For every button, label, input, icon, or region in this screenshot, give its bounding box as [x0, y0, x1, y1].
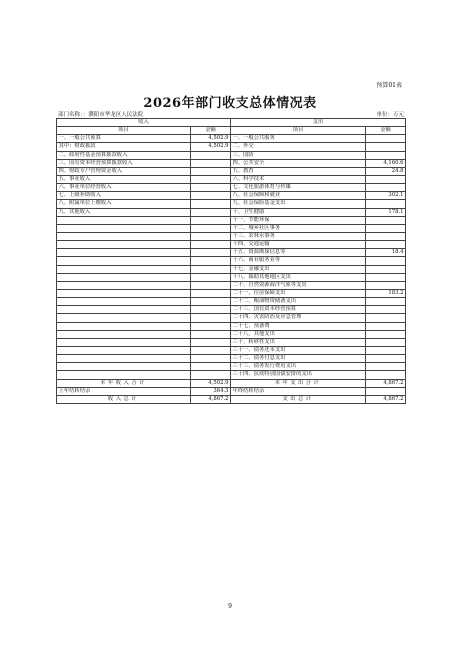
- expense-amount: [366, 224, 406, 232]
- income-item: [57, 314, 191, 322]
- expense-item: 三十、转移性支出: [231, 338, 366, 346]
- table-row: [57, 346, 406, 354]
- income-item: [57, 306, 191, 314]
- expense-item: 八、社会保障和就业: [231, 192, 366, 200]
- income-item: [57, 363, 191, 371]
- income-amount: [191, 175, 231, 183]
- income-amount: [191, 241, 231, 249]
- expense-item: 十六、商业服务业等: [231, 257, 366, 265]
- department-name: 部门名称：：濮阳市华龙区人民法院: [58, 112, 144, 118]
- income-amount: [191, 265, 231, 273]
- income-amount: [191, 184, 231, 192]
- table-row: [57, 289, 406, 297]
- expense-item: 十七、金融支出: [231, 265, 366, 273]
- income-item: [57, 249, 191, 257]
- table-row: [57, 159, 406, 167]
- income-amount: [191, 208, 231, 216]
- income-item: [57, 355, 191, 363]
- expense-amount: [366, 314, 406, 322]
- expense-amount: [366, 346, 406, 354]
- expense-amount: 302.1: [366, 192, 406, 200]
- expense-item: 十五、资源勘探信息等: [231, 249, 366, 257]
- expense-item: 十八、援助其他地区支出: [231, 273, 366, 281]
- income-total-label: 收入总计: [57, 395, 191, 403]
- expense-amount: 4,160.6: [366, 159, 406, 167]
- page-number: 9: [228, 603, 232, 610]
- table-meta: [58, 110, 404, 118]
- table-row: [57, 257, 406, 265]
- carry-in-amount: 364.3: [191, 387, 231, 395]
- table-row: [57, 175, 406, 183]
- income-item: 三、国有资本经营预算拨款收入: [57, 159, 191, 167]
- expense-item: 九、社会保险基金支出: [231, 200, 366, 208]
- expense-item: 十四、交通运输: [231, 241, 366, 249]
- income-amount: [191, 273, 231, 281]
- expense-amount: [366, 143, 406, 151]
- income-amount: [191, 281, 231, 289]
- expense-item-header: 项目: [231, 127, 366, 135]
- table-row: [57, 184, 406, 192]
- income-item-header: 项目: [57, 127, 191, 135]
- expense-amount: [366, 273, 406, 281]
- expense-item: 三十四、抗疫特别国债安排的支出: [231, 371, 366, 379]
- income-amount: [191, 330, 231, 338]
- carry-out-amount: [366, 387, 406, 395]
- income-amount: [191, 192, 231, 200]
- income-amount: [191, 257, 231, 265]
- expense-amount: 24.8: [366, 167, 406, 175]
- table-subheader-row: [57, 127, 406, 135]
- income-amount: [191, 346, 231, 354]
- table-row: [57, 314, 406, 322]
- expense-item: 二十三、国有资本经营预算: [231, 306, 366, 314]
- income-item: 五、事业收入: [57, 175, 191, 183]
- income-amount: [191, 216, 231, 224]
- table-row: [57, 355, 406, 363]
- expense-item: 一、一般公共服务: [231, 135, 366, 143]
- expense-item: 十二、城乡社区事务: [231, 224, 366, 232]
- expense-item: 三十二、债务付息支出: [231, 355, 366, 363]
- table-row: [57, 216, 406, 224]
- budget-table: [56, 118, 406, 404]
- income-item: [57, 281, 191, 289]
- expense-amount: [366, 338, 406, 346]
- income-item: [57, 338, 191, 346]
- income-amount: [191, 232, 231, 240]
- table-row: [57, 322, 406, 330]
- carry-over-row: [57, 387, 406, 395]
- income-amount: [191, 363, 231, 371]
- income-amount: [191, 322, 231, 330]
- income-item: [57, 346, 191, 354]
- expense-item: 十、卫生健康: [231, 208, 366, 216]
- page-title: 2026年部门收支总体情况表: [143, 96, 317, 111]
- income-item: 九、其他收入: [57, 208, 191, 216]
- income-amount: [191, 355, 231, 363]
- expense-item: 二十、自然资源海洋气象等支出: [231, 281, 366, 289]
- table-row: [57, 273, 406, 281]
- table-row: [57, 371, 406, 379]
- expense-amount: [366, 355, 406, 363]
- expense-item: 七、文化旅游体育与传媒: [231, 184, 366, 192]
- table-row: [57, 151, 406, 159]
- income-item: [57, 224, 191, 232]
- income-item: [57, 322, 191, 330]
- income-amount: 4,502.9: [191, 143, 231, 151]
- income-item: [57, 216, 191, 224]
- expense-amount: [366, 232, 406, 240]
- expense-amount: [366, 298, 406, 306]
- expense-item: 三、国防: [231, 151, 366, 159]
- expense-amount: [366, 135, 406, 143]
- expense-item: 二、外交: [231, 143, 366, 151]
- income-item: [57, 371, 191, 379]
- income-amount: [191, 298, 231, 306]
- income-amount: [191, 159, 231, 167]
- year-expense-amount: 4,867.2: [366, 379, 406, 387]
- grand-total-row: [57, 395, 406, 403]
- income-item: [57, 330, 191, 338]
- income-total-amount: 4,867.2: [191, 395, 231, 403]
- expense-item: 四、公共安全: [231, 159, 366, 167]
- income-item: 四、财政专户管理资金收入: [57, 167, 191, 175]
- income-amount: 4,502.9: [191, 135, 231, 143]
- table-row: [57, 249, 406, 257]
- table-row: [57, 208, 406, 216]
- income-item: 七、上级补助收入: [57, 192, 191, 200]
- expense-item: 十一、节能环保: [231, 216, 366, 224]
- table-row: [57, 265, 406, 273]
- table-row: [57, 232, 406, 240]
- unit-label: 单位：万元: [376, 112, 404, 118]
- expense-amount: 178.1: [366, 208, 406, 216]
- expense-item: 二十八、其他支出: [231, 330, 366, 338]
- carry-in-label: 上年结转结余: [57, 387, 191, 395]
- expense-item: 五、教育: [231, 167, 366, 175]
- expense-amount: [366, 257, 406, 265]
- table-row: [57, 330, 406, 338]
- expense-total-amount: 4,867.2: [366, 395, 406, 403]
- year-expense-label: 本年支出合计: [231, 379, 366, 387]
- table-row: [57, 363, 406, 371]
- income-amount-header: 金额: [191, 127, 231, 135]
- table-row: [57, 306, 406, 314]
- expense-amount: [366, 363, 406, 371]
- expense-amount: [366, 241, 406, 249]
- table-row: [57, 200, 406, 208]
- expense-amount: [366, 281, 406, 289]
- income-amount: [191, 249, 231, 257]
- income-amount: [191, 338, 231, 346]
- income-amount: [191, 167, 231, 175]
- table-row: [57, 224, 406, 232]
- year-income-amount: 4,502.9: [191, 379, 231, 387]
- expense-item: 六、科学技术: [231, 175, 366, 183]
- expense-item: 二十二、粮油物资储备支出: [231, 298, 366, 306]
- table-row: [57, 135, 406, 143]
- expense-item: 三十一、债务还本支出: [231, 346, 366, 354]
- income-item: 二、政府性基金预算拨款收入: [57, 151, 191, 159]
- expense-amount: [366, 200, 406, 208]
- year-total-row: [57, 379, 406, 387]
- table-row: [57, 241, 406, 249]
- income-amount: [191, 314, 231, 322]
- expense-total-label: 支出总计: [231, 395, 366, 403]
- income-item: [57, 257, 191, 265]
- income-amount: [191, 224, 231, 232]
- table-code: 预算01表: [376, 82, 402, 89]
- income-amount: [191, 289, 231, 297]
- expense-amount: [366, 306, 406, 314]
- expense-amount: [366, 184, 406, 192]
- income-amount: [191, 306, 231, 314]
- expense-amount: [366, 175, 406, 183]
- expense-item: 三十三、债务发行费用支出: [231, 363, 366, 371]
- income-item: [57, 273, 191, 281]
- income-amount: [191, 200, 231, 208]
- income-item: [57, 265, 191, 273]
- expense-amount: 18.4: [366, 249, 406, 257]
- expense-amount: [366, 322, 406, 330]
- table-row: [57, 338, 406, 346]
- expense-amount: 183.2: [366, 289, 406, 297]
- expense-amount: [366, 265, 406, 273]
- income-amount: [191, 371, 231, 379]
- table-row: [57, 143, 406, 151]
- expense-amount-header: 金额: [366, 127, 406, 135]
- expense-amount: [366, 371, 406, 379]
- carry-out-label: 年终结转结余: [231, 387, 366, 395]
- income-header: 收入: [57, 119, 231, 127]
- expense-header: 支出: [231, 119, 406, 127]
- expense-amount: [366, 151, 406, 159]
- table-header-row: [57, 119, 406, 127]
- income-item: 八、附属单位上缴收入: [57, 200, 191, 208]
- income-item: 一、一般公共预算: [57, 135, 191, 143]
- year-income-label: 本年收入合计: [57, 379, 191, 387]
- income-amount: [191, 151, 231, 159]
- table-row: [57, 167, 406, 175]
- income-item: [57, 298, 191, 306]
- expense-amount: [366, 216, 406, 224]
- expense-amount: [366, 330, 406, 338]
- income-item: [57, 289, 191, 297]
- income-item: [57, 241, 191, 249]
- table-row: [57, 298, 406, 306]
- income-item: 其中：财政拨款: [57, 143, 191, 151]
- expense-item: 二十七、预备费: [231, 322, 366, 330]
- expense-item: 二十四、灾害防治及应急管理: [231, 314, 366, 322]
- income-item: [57, 232, 191, 240]
- expense-item: 二十一、住房保障支出: [231, 289, 366, 297]
- table-row: [57, 192, 406, 200]
- income-item: 六、事业单位经营收入: [57, 184, 191, 192]
- expense-item: 十三、农林水事务: [231, 232, 366, 240]
- table-row: [57, 281, 406, 289]
